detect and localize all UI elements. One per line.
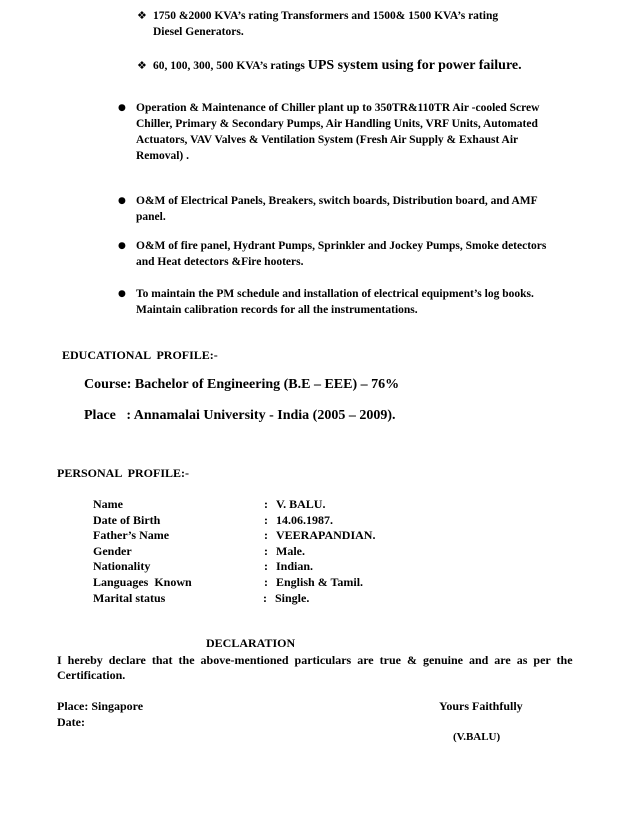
personal-value: Indian. <box>276 559 314 573</box>
bullet-fire-panel <box>136 238 618 270</box>
sub-bullet-1-line-2: Diesel Generators. <box>153 26 244 38</box>
personal-value: V. BALU. <box>276 497 326 511</box>
sub-bullet-2 <box>153 56 522 74</box>
round-bullet-icon: ● <box>118 289 126 299</box>
personal-sep: : <box>264 544 268 558</box>
sub-bullet-1 <box>153 8 593 40</box>
bullet-electrical-panels <box>136 193 618 225</box>
bullet-chiller <box>136 100 618 164</box>
personal-label: Date of Birth <box>93 513 161 527</box>
personal-label: Nationality <box>93 559 151 573</box>
education-course: Course: Bachelor of Engineering (B.E – EEE) – 76% <box>84 377 400 392</box>
sub-bullet-2-text: 60, 100, 300, 500 KVA’s ratings <box>153 60 308 72</box>
diamond-bullet-icon: ❖ <box>137 9 147 22</box>
round-bullet-icon: ● <box>118 196 126 206</box>
bullet-line: Removal) . <box>136 150 190 162</box>
round-bullet-icon: ● <box>118 103 126 113</box>
personal-value: VEERAPANDIAN. <box>276 528 376 542</box>
bullet-line: Operation & Maintenance of Chiller plant up to 350TR&110TR Air -cooled Screw <box>136 102 540 114</box>
personal-value: Single. <box>275 591 310 605</box>
bullet-line: O&M of Electrical Panels, Breakers, switch boards, Distribution board, and AMF <box>136 195 538 207</box>
declaration-text-line-1: I hereby declare that the above-mentioned particulars are true & genuine and are as per the <box>57 653 573 667</box>
personal-heading: PERSONAL PROFILE:- <box>57 466 190 480</box>
bullet-line: Maintain calibration records for all the instrumentations. <box>136 304 418 316</box>
bullet-line: panel. <box>136 211 166 223</box>
personal-sep: : <box>263 591 267 605</box>
signature-name: (V.BALU) <box>453 731 501 743</box>
education-place: Place : Annamalai University - India (2005 – 2009). <box>84 408 396 423</box>
declaration-heading: DECLARATION <box>206 636 296 650</box>
closing-text: Yours Faithfully <box>439 699 523 713</box>
declaration-text-line-2: Certification. <box>57 668 126 682</box>
personal-value: Male. <box>276 544 305 558</box>
personal-value: 14.06.1987. <box>276 513 333 527</box>
personal-sep: : <box>264 575 268 589</box>
bullet-pm-schedule <box>136 286 618 318</box>
bullet-line: O&M of fire panel, Hydrant Pumps, Sprinkler and Jockey Pumps, Smoke detectors <box>136 240 547 252</box>
date-label: Date: <box>57 715 85 729</box>
bullet-line: Actuators, VAV Valves & Ventilation System (Fresh Air Supply & Exhaust Air <box>136 134 519 146</box>
bullet-line: To maintain the PM schedule and installation of electrical equipment’s log books. <box>136 288 534 300</box>
personal-label: Name <box>93 497 123 511</box>
sub-bullet-2-text-big: UPS system using for power failure. <box>307 58 522 73</box>
personal-sep: : <box>264 559 268 573</box>
bullet-line: Chiller, Primary & Secondary Pumps, Air Handling Units, VRF Units, Automated <box>136 118 538 130</box>
place-label: Place: Singapore <box>57 699 144 713</box>
personal-sep: : <box>264 497 268 511</box>
round-bullet-icon: ● <box>118 241 126 251</box>
bullet-line: and Heat detectors &Fire hooters. <box>136 256 304 268</box>
personal-value: English & Tamil. <box>276 575 364 589</box>
education-heading: EDUCATIONAL PROFILE:- <box>62 348 218 362</box>
personal-sep: : <box>264 528 268 542</box>
personal-label: Languages Known <box>93 575 192 589</box>
diamond-bullet-icon: ❖ <box>137 59 147 72</box>
personal-label: Father’s Name <box>93 528 170 542</box>
personal-label: Gender <box>93 544 132 558</box>
personal-label: Marital status <box>93 591 166 605</box>
sub-bullet-1-line-1: 1750 &2000 KVA’s rating Transformers and 1500& 1500 KVA’s rating <box>153 10 499 22</box>
personal-sep: : <box>264 513 268 527</box>
